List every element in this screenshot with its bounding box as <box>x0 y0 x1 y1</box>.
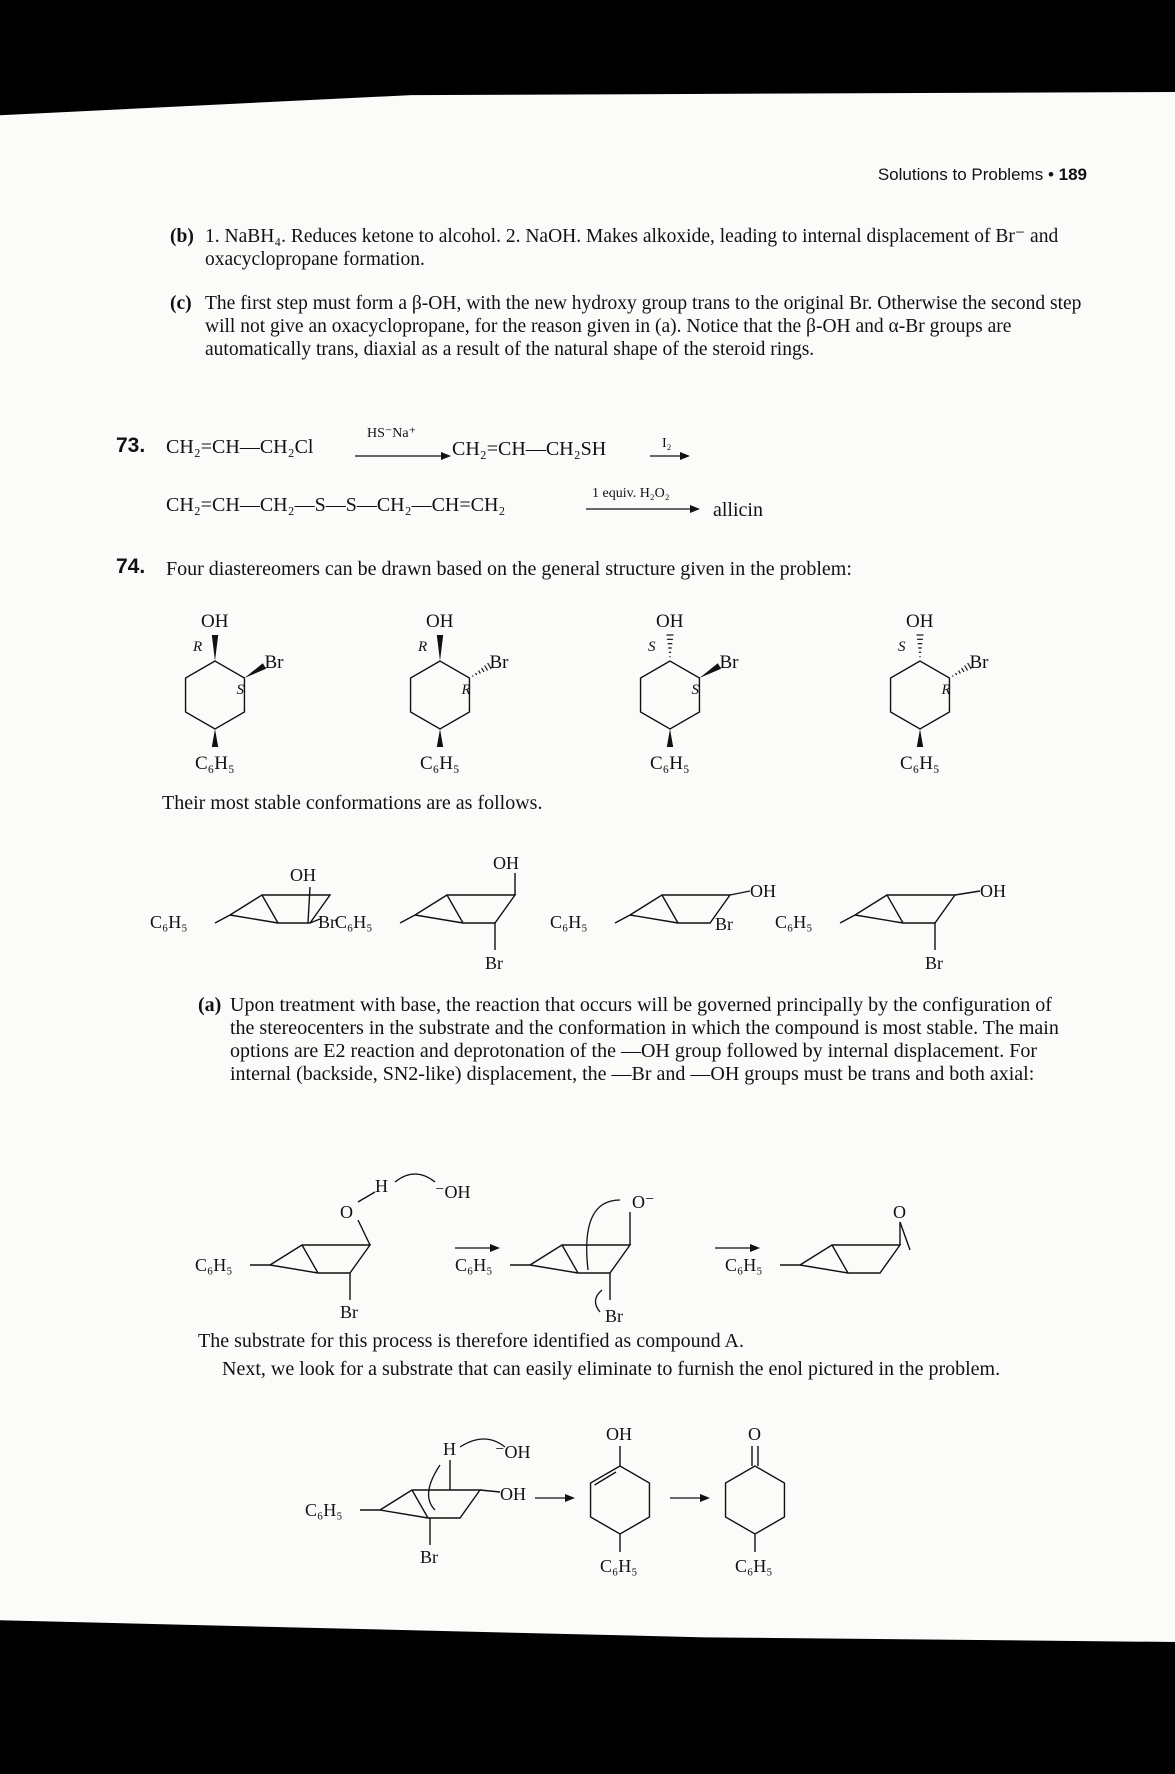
header-title: Solutions to Problems <box>877 165 1044 184</box>
br-label: Br <box>489 652 509 673</box>
chair-ring <box>415 895 515 923</box>
phenyl-label: C₆H₅ <box>150 912 188 932</box>
oh-label: OH <box>426 611 454 632</box>
stereo-descriptor: S <box>236 682 244 698</box>
oh-hydrogen-bond <box>358 1192 375 1202</box>
phenyl-label: C₆H₅ <box>650 753 690 774</box>
oh-label: OH <box>493 853 519 873</box>
oh-bond <box>730 891 750 895</box>
stereo-descriptor: R <box>418 639 428 655</box>
part-a-text: Upon treatment with base, the reaction that occurs will be governed principally by the configuration of the stereocenters in the substrate and the conformation in which the compound is most stable. The main options are E2 reaction and deprotonation of the —OH group followed by internal displacement. For internal (backside, SN2-like) displacement, the —Br and —OH groups must be trans and both axial: <box>230 994 1059 1085</box>
br-label: Br <box>420 1547 438 1567</box>
hash-line <box>476 673 477 675</box>
oh-label: OH <box>980 881 1006 901</box>
curved-arrow <box>587 1200 620 1270</box>
reaction-arrow <box>455 1244 500 1252</box>
allyl-chloride: CH₂=CH—CH₂Cl <box>166 436 314 458</box>
hash-line <box>479 670 481 673</box>
arrow-head <box>700 1494 710 1502</box>
chair-bond <box>412 1490 428 1518</box>
phenyl-label: C₆H₅ <box>335 912 373 932</box>
phenyl-bond <box>615 915 630 923</box>
hash-line <box>472 675 473 676</box>
phenyl-label: C₆H₅ <box>195 1255 233 1275</box>
hydroxide-label: ⁻OH <box>495 1442 531 1462</box>
ketone-oxygen-label: O <box>748 1424 761 1444</box>
oh-label: OH <box>606 1424 632 1444</box>
mech1-epoxide <box>725 1202 910 1275</box>
phenyl-label: C₆H₅ <box>775 912 813 932</box>
br-label: Br <box>318 912 336 932</box>
phenyl-label: C₆H₅ <box>725 1255 763 1275</box>
problem-73-number: 73. <box>116 434 146 457</box>
br-wedge-bond <box>699 663 721 678</box>
br-label: Br <box>715 914 733 934</box>
conformer-2 <box>335 853 519 973</box>
phenyl-wedge-bond <box>917 729 923 747</box>
phenyl-wedge-bond <box>667 729 673 747</box>
oxygen-label: O <box>340 1202 353 1222</box>
diastereomer-2 <box>411 611 510 774</box>
oh-label: OH <box>906 611 934 632</box>
conformer-3 <box>550 881 776 934</box>
phenyl-label: C₆H₅ <box>735 1556 773 1576</box>
chair-bond <box>662 895 678 923</box>
stereo-descriptor: R <box>461 682 471 698</box>
chair-bond <box>832 1245 848 1273</box>
conformer-1 <box>150 865 336 932</box>
oh-wedge-bond <box>212 635 218 661</box>
phenyl-wedge-bond <box>212 729 218 747</box>
answer-b-label: (b) <box>170 226 194 247</box>
mech2-ketone <box>726 1424 785 1576</box>
chair-bond <box>447 895 463 923</box>
conformer-4 <box>775 881 1006 973</box>
stereo-descriptor: S <box>898 639 906 655</box>
epoxide-oxygen-label: O <box>893 1202 906 1222</box>
cyclohexanone-ring <box>726 1466 785 1534</box>
phenyl-label: C₆H₅ <box>600 1556 638 1576</box>
phenyl-label: C₆H₅ <box>420 753 460 774</box>
chair-bond <box>302 1245 318 1273</box>
hash-line <box>959 670 961 673</box>
stereo-descriptor: R <box>941 682 951 698</box>
br-label: Br <box>485 953 503 973</box>
curved-arrow <box>395 1174 435 1182</box>
phenyl-label: C₆H₅ <box>550 912 588 932</box>
answer-c-text: The first step must form a β-OH, with the new hydroxy group trans to the original Br. Otherwise the second step will not give an oxacyclopropane, for the reason given in (a). Notice that the β-OH and α-Br groups are automatically trans, diaxial as a result of the natural shape of the steroid rings. <box>205 293 1082 360</box>
epoxide-bond <box>900 1222 910 1250</box>
conformations-intro: Their most stable conformations are as follows. <box>162 792 543 814</box>
reaction-arrow <box>650 450 690 462</box>
chair-bond <box>562 1245 578 1273</box>
br-label: Br <box>969 652 989 673</box>
chair-outline <box>855 895 955 923</box>
stereo-descriptor: S <box>648 639 656 655</box>
phenyl-label: C₆H₅ <box>305 1500 343 1520</box>
br-label: Br <box>264 652 284 673</box>
answer-c-label: (c) <box>170 293 192 314</box>
running-header <box>878 165 1087 185</box>
reaction-arrow <box>715 1244 760 1252</box>
diastereomer-3 <box>641 611 740 774</box>
phenyl-bond <box>840 915 855 923</box>
curved-arrow <box>595 1290 602 1312</box>
reaction-arrow <box>355 450 451 462</box>
chair-bond <box>887 895 903 923</box>
mechanism-elimination-enol <box>305 1395 920 1576</box>
allyl-thiol: CH₂=CH—CH₂SH <box>452 438 607 460</box>
oh-bond <box>480 1490 500 1492</box>
page-number: 189 <box>1058 165 1087 184</box>
answer-b <box>170 225 1090 271</box>
reagent-hs-na: HS⁻Na⁺ <box>367 426 416 441</box>
chair-conformations <box>150 840 1050 980</box>
phenyl-label: C₆H₅ <box>900 753 940 774</box>
chair-ring <box>230 895 330 923</box>
diastereomer-structures <box>150 600 1050 780</box>
br-hashed-bond <box>472 663 491 677</box>
part-a-label: (a) <box>198 994 222 1016</box>
phenyl-bond <box>215 915 230 923</box>
curved-arrow <box>429 1465 440 1510</box>
chair-ring <box>530 1245 630 1273</box>
br-label: Br <box>605 1306 623 1326</box>
chair-outline <box>415 895 515 923</box>
br-wedge-bond <box>244 663 266 678</box>
phenyl-wedge-bond <box>437 729 443 747</box>
oh-label: OH <box>656 611 684 632</box>
br-label: Br <box>925 953 943 973</box>
arrow-head <box>750 1244 760 1252</box>
hydrogen-label: H <box>375 1176 388 1196</box>
mech2-enol <box>591 1424 650 1576</box>
hash-line <box>952 675 953 676</box>
reaction-arrow <box>586 503 700 515</box>
oh-label: OH <box>750 881 776 901</box>
oh-axial-bond <box>308 887 310 923</box>
reaction-arrow <box>670 1494 710 1502</box>
chair-outline <box>800 1245 900 1273</box>
allicin-product: allicin <box>713 499 763 521</box>
mech1-substrate <box>195 1174 471 1322</box>
mech2-substrate <box>305 1439 531 1567</box>
hash-line <box>485 665 488 670</box>
hash-line <box>956 673 957 675</box>
oh-wedge-bond <box>437 635 443 661</box>
answer-b-text: 1. NaBH₄. Reduces ketone to alcohol. 2. NaOH. Makes alkoxide, leading to internal displacement of Br⁻ and oxacyclopropane formation. <box>205 226 1059 270</box>
hash-line <box>965 665 968 670</box>
arrow-head <box>490 1244 500 1252</box>
diastereomer-1 <box>186 611 285 774</box>
substrate-conclusion: The substrate for this process is therefore identified as compound A. <box>198 1330 744 1352</box>
oh-label: OH <box>500 1484 526 1504</box>
chair-bond <box>262 895 278 923</box>
chair-outline <box>270 1245 370 1273</box>
alkoxide-label: O⁻ <box>632 1192 655 1212</box>
hash-line <box>962 668 964 672</box>
part-a <box>198 994 1078 1086</box>
arrow-head <box>565 1494 575 1502</box>
hydrogen-label: H <box>443 1439 456 1459</box>
hydroxide-label: ⁻OH <box>435 1182 471 1202</box>
header-bullet: • <box>1047 165 1054 184</box>
chair-ring <box>855 895 955 923</box>
br-hashed-bond <box>952 663 971 677</box>
oh-hashed-bond <box>667 635 674 657</box>
reagent-h2o2: 1 equiv. H₂O₂ <box>592 486 670 501</box>
reaction-arrow <box>535 1494 575 1502</box>
phenyl-label: C₆H₅ <box>455 1255 493 1275</box>
oh-hashed-bond <box>917 635 924 657</box>
oh-label: OH <box>290 865 316 885</box>
oh-bond <box>955 891 980 895</box>
problem-74-number: 74. <box>116 555 146 578</box>
phenyl-label: C₆H₅ <box>195 753 235 774</box>
cyclohexene-ring <box>591 1466 650 1534</box>
br-label: Br <box>719 652 739 673</box>
answer-c <box>170 292 1090 361</box>
chair-outline <box>230 895 330 923</box>
diastereomer-4 <box>891 611 990 774</box>
oxygen-bond <box>358 1220 370 1245</box>
next-substrate-text: Next, we look for a substrate that can easily eliminate to furnish the enol pictured in the problem. <box>222 1358 1001 1380</box>
stereo-descriptor: R <box>193 639 203 655</box>
chair-outline <box>530 1245 630 1273</box>
phenyl-bond <box>400 915 415 923</box>
chair-ring <box>800 1245 900 1273</box>
oh-label: OH <box>201 611 229 632</box>
reagent-iodine: I₂ <box>662 436 672 451</box>
hash-line <box>482 668 484 672</box>
chair-ring <box>270 1245 370 1273</box>
mech1-alkoxide <box>455 1192 655 1326</box>
mechanism-epoxide-formation <box>195 1140 1010 1326</box>
br-label: Br <box>340 1302 358 1322</box>
diallyl-disulfide: CH₂=CH—CH₂—S—S—CH₂—CH=CH₂ <box>166 494 506 516</box>
problem-74-intro: Four diastereomers can be drawn based on the general structure given in the problem: <box>166 558 852 580</box>
stereo-descriptor: S <box>691 682 699 698</box>
